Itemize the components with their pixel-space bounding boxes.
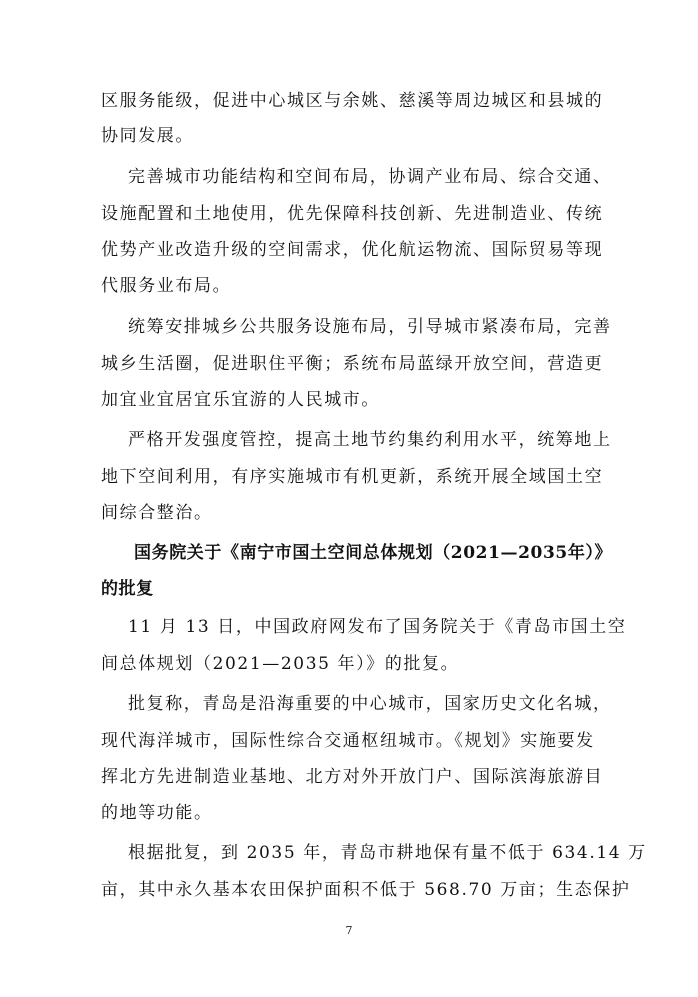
paragraph-line: 优势产业改造升级的空间需求，优化航运物流、国际贸易等现	[101, 240, 604, 260]
paragraph-line: 协同发展。	[101, 126, 194, 146]
paragraph-line: 11 月 13 日，中国政府网发布了国务院关于《青岛市国土空	[128, 617, 627, 637]
paragraph-line: 亩，其中永久基本农田保护面积不低于 568.70 万亩；生态保护	[101, 880, 631, 900]
paragraph-line: 间总体规划（2021—2035 年）》的批复。	[101, 654, 460, 674]
paragraph-line: 挥北方先进制造业基地、北方对外开放门户、国际滨海旅游目	[101, 767, 604, 787]
paragraph-line: 严格开发强度管控，提高土地节约集约利用水平，统筹地上	[128, 430, 612, 450]
paragraph-line: 现代海洋城市，国际性综合交通枢纽城市。《规划》实施要发	[101, 731, 595, 751]
paragraph-line: 城乡生活圈，促进职住平衡；系统布局蓝绿开放空间，营造更	[101, 354, 604, 374]
paragraph-line: 代服务业布局。	[101, 276, 232, 296]
section-heading: 的批复	[101, 579, 154, 599]
section-heading: 国务院关于《南宁市国土空间总体规划（2021—2035年）》	[134, 543, 613, 563]
paragraph-line: 地下空间利用，有序实施城市有机更新，系统开展全域国土空	[101, 467, 604, 487]
paragraph-line: 统筹安排城乡公共服务设施布局，引导城市紧凑布局，完善	[128, 317, 612, 337]
paragraph-line: 设施配置和土地使用，优先保障科技创新、先进制造业、传统	[101, 204, 604, 224]
paragraph-line: 批复称，青岛是沿海重要的中心城市，国家历史文化名城，	[128, 694, 612, 714]
paragraph-line: 区服务能级，促进中心城区与余姚、慈溪等周边城区和县城的	[101, 91, 604, 111]
paragraph-line: 根据批复，到 2035 年，青岛市耕地保有量不低于 634.14 万	[128, 843, 647, 863]
paragraph-line: 的地等功能。	[101, 803, 213, 823]
page-number: 7	[345, 924, 353, 937]
paragraph-line: 间综合整治。	[101, 503, 213, 523]
paragraph-line: 加宜业宜居宜乐宜游的人民城市。	[101, 390, 380, 410]
paragraph-line: 完善城市功能结构和空间布局，协调产业布局、综合交通、	[128, 167, 612, 187]
